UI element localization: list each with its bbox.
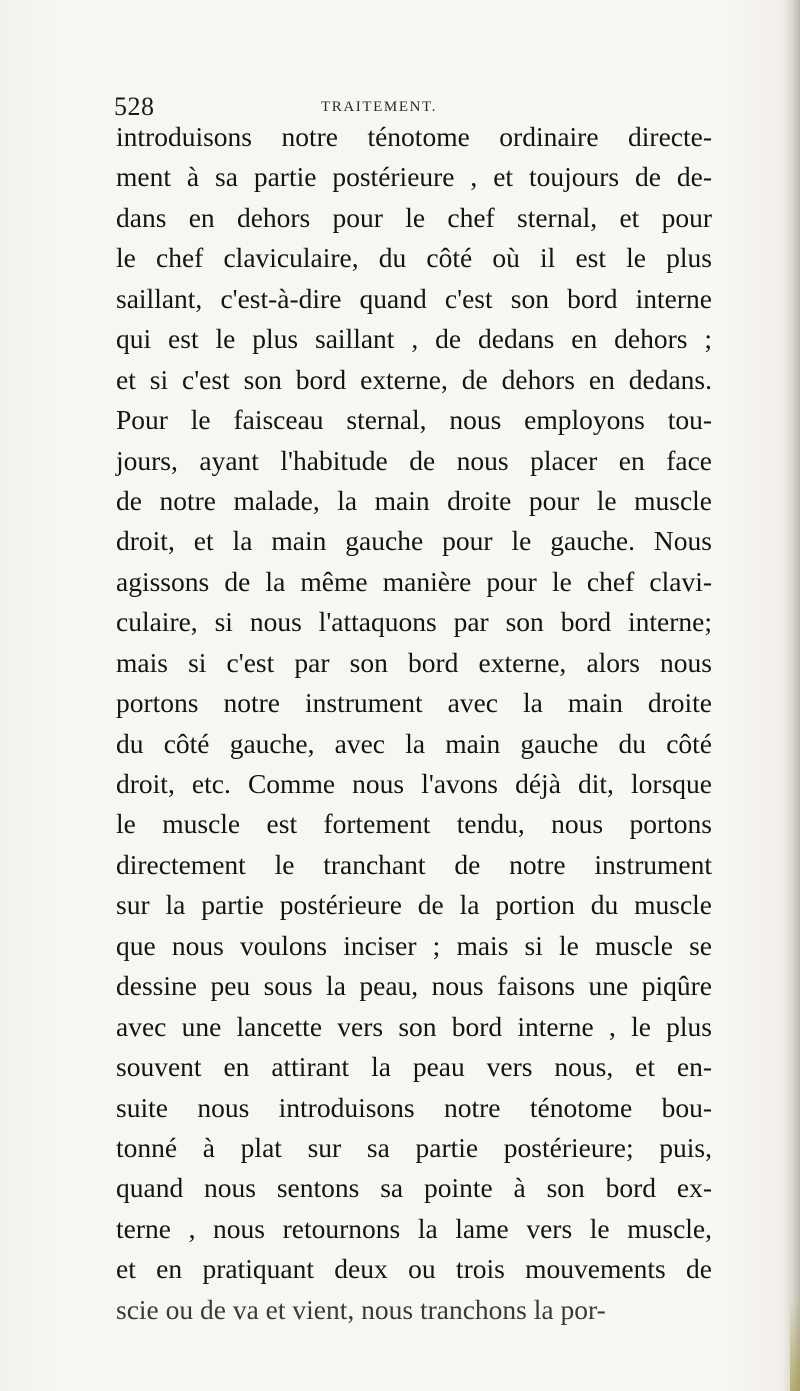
- page-number: 528: [114, 92, 155, 121]
- text-line: tonné à plat sur sa partie postérieure; puis,: [116, 1131, 712, 1163]
- text-line: agissons de la même manière pour le chef clavi-: [116, 565, 712, 597]
- text-line: portons notre instrument avec la main droite: [116, 687, 712, 719]
- text-line: quand nous sentons sa pointe à son bord ex-: [116, 1172, 712, 1204]
- text-line: dessine peu sous la peau, nous faisons une piqûre: [116, 970, 712, 1002]
- text-line: qui est le plus saillant , de dedans en dehors ;: [116, 323, 712, 355]
- body-text: [116, 117, 716, 1330]
- text-line: droit, etc. Comme nous l'avons déjà dit, lorsque: [116, 768, 712, 799]
- text-line: droit, et la main gauche pour le gauche. Nous: [116, 525, 712, 557]
- text-line: ment à sa partie postérieure , et toujours de de-: [116, 161, 712, 193]
- text-line: introduisons notre ténotome ordinaire directe-: [116, 121, 712, 152]
- text-line: terne , nous retournons la lame vers le muscle,: [116, 1212, 712, 1244]
- text-line: de notre malade, la main droite pour le muscle: [116, 484, 712, 516]
- text-line: mais si c'est par son bord externe, alors nous: [116, 646, 712, 678]
- text-line: et en pratiquant deux ou trois mouvements de: [116, 1253, 712, 1285]
- text-line: saillant, c'est-à-dire quand c'est son bord interne: [116, 282, 712, 314]
- text-line: sur la partie postérieure de la portion du muscle: [116, 889, 712, 921]
- page-edge-shadow: [782, 0, 800, 1391]
- text-line: jours, ayant l'habitude de nous placer en face: [116, 444, 712, 476]
- text-line: scie ou de va et vient, nous tranchons la por-: [116, 1293, 606, 1325]
- text-line: du côté gauche, avec la main gauche du côté: [116, 727, 712, 759]
- text-line: suite nous introduisons notre ténotome bou-: [116, 1091, 712, 1123]
- running-title: TRAITEMENT.: [321, 99, 438, 115]
- text-line: dans en dehors pour le chef sternal, et pour: [116, 201, 712, 233]
- text-line: le muscle est fortement tendu, nous portons: [116, 808, 712, 840]
- text-line: souvent en attirant la peau vers nous, et en-: [116, 1051, 712, 1083]
- text-line: avec une lancette vers son bord interne , le plus: [116, 1010, 712, 1042]
- text-line: Pour le faisceau sternal, nous employons tou-: [116, 404, 712, 436]
- text-line: le chef claviculaire, du côté où il est le plus: [116, 242, 712, 274]
- text-line: que nous voulons inciser ; mais si le muscle se: [116, 929, 712, 961]
- page-edge-stain: [790, 1300, 800, 1391]
- text-line: culaire, si nous l'attaquons par son bord interne;: [116, 606, 712, 638]
- text-line: directement le tranchant de notre instrument: [116, 848, 712, 880]
- text-line: et si c'est son bord externe, de dehors en dedans.: [116, 363, 712, 395]
